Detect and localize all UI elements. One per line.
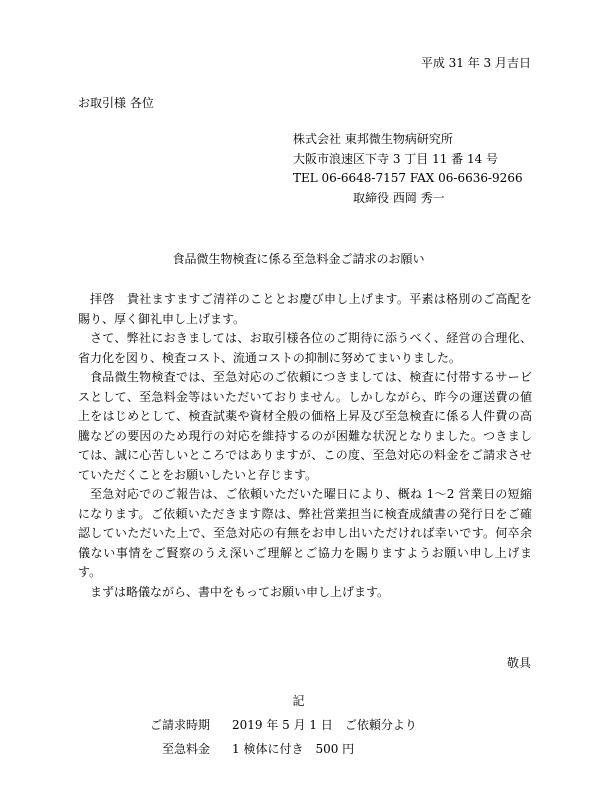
sender-contact: TEL 06-6648-7157 FAX 06-6636-9266	[293, 171, 523, 185]
ki-heading: 記	[292, 694, 305, 708]
sender-representative: 取締役 西岡 秀一	[353, 190, 445, 205]
body-paragraph-3: 食品微生物検査では、至急対応のご依頼につきましては、検査に付帯するサービスとして、至急料金等はいただいておりません。しかしながら、昨今の運送費の値上をはじめとして、検査試薬や資材全般の価格上昇及び至急検査に係る人件費の高騰などの要因のため現行の対応を維持するのが困難な状況となりました。つきましては、誠に心苦しいところではありますが、この度、至急対応の料金をご請求させていただくことをお願いしたいと存じます。	[78, 370, 532, 482]
body-paragraph-5: まずは略儀ながら、書中をもってお願い申し上げます。	[90, 584, 390, 599]
sender-block	[293, 130, 533, 208]
letter-subject: 食品微生物検査に係る至急料金ご請求のお願い	[172, 252, 425, 266]
item-label: 至急料金	[161, 742, 210, 756]
sender-company: 株式会社 東邦微生物病研究所	[293, 132, 453, 146]
item-label: ご請求時期	[149, 718, 210, 732]
body-paragraph-2: さて、弊社におきましては、お取引様各位のご期待に添うべく、経営の合理化、省力化を図り、検査コスト、流通コストの抑制に努めてまいりました。	[78, 331, 532, 365]
body-paragraph-4: 至急対応でのご報告は、ご依頼いただいた曜日により、概ね 1～2 営業日の短縮になります。ご依頼いただきます際は、弊社営業担当に検査成績書の発行日をご確認していただいた上で、至急対応の有無をお申し出いただければ幸いです。何卒余儀ない事情をご賢察のうえ深いご理解とご協力を賜りますようお願い申し上げます。	[78, 487, 532, 579]
letter-body	[78, 290, 532, 602]
body-paragraph-1: 拝啓 貴社ますますご清祥のこととお慶び申し上げます。平素は格別のご高配を賜り、厚く御礼申し上げます。	[78, 292, 532, 326]
letter-closing: 敬具	[506, 656, 531, 670]
item-value: 1 検体に付き 500 円	[232, 742, 355, 756]
letter-date: 平成 31 年 3 月吉日	[420, 56, 531, 70]
item-value: 2019 年 5 月 1 日 ご依頼分より	[232, 718, 417, 732]
letter-addressee: お取引様 各位	[78, 96, 154, 110]
sender-address: 大阪市浪速区下寺 3 丁目 11 番 14 号	[293, 151, 499, 166]
